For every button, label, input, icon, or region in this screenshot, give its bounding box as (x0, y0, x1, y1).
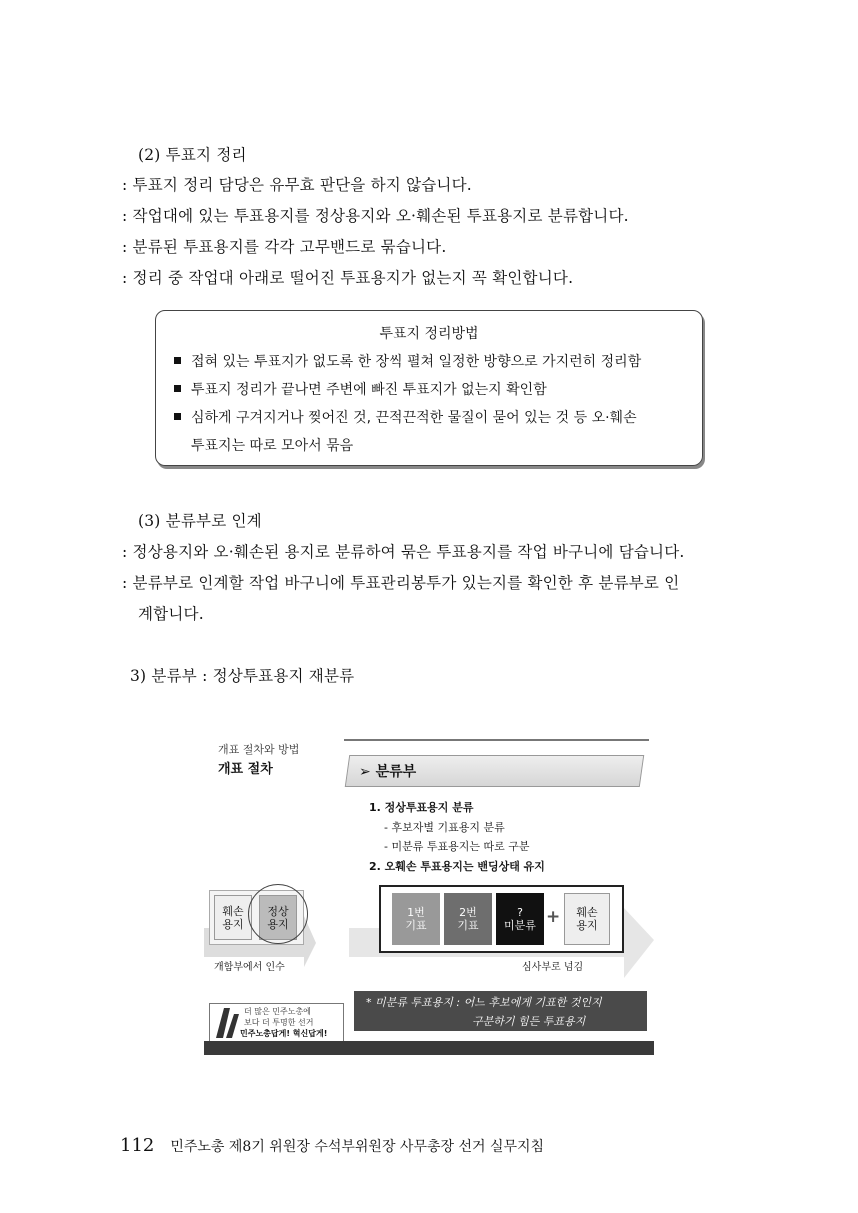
slide-top-bold: 개표 절차 (218, 762, 273, 777)
plus-sign: + (546, 907, 561, 927)
ticket-candidate-1: 1번 기표 (392, 893, 440, 945)
section-heading: (2) 투표지 정리 (138, 146, 247, 164)
body-line: : 분류부로 인계할 작업 바구니에 투표관리봉투가 있는지를 확인한 후 분류부로 인 (122, 574, 680, 592)
banner-title: ➢ 분류부 (359, 764, 417, 780)
bullet-square-icon (174, 357, 181, 364)
step-two: 2. 오훼손 투표용지는 밴딩상태 유지 (369, 860, 545, 873)
highlight-circle (248, 884, 308, 944)
footer-text: 민주노총 제8기 위원장 수석부위원장 사무총장 선거 실무지침 (170, 1139, 545, 1155)
bullet-square-icon (174, 413, 181, 420)
body-line: : 정상용지와 오·훼손된 용지로 분류하여 묶은 투표용지를 작업 바구니에 담습니다. (122, 543, 685, 561)
body-line: : 투표지 정리 담당은 유무효 판단을 하지 않습니다. (122, 176, 472, 194)
tip-box-title: 투표지 정리방법 (379, 326, 479, 342)
page-footer (120, 1135, 544, 1156)
tip-item-text: 심하게 구겨지거나 찢어진 것, 끈적끈적한 물질이 묻어 있는 것 등 오·훼손 (191, 410, 637, 426)
left-caption: 개함부에서 인수 (214, 962, 285, 973)
tip-item-text: 투표지 정리가 끝나면 주변에 빠진 투표지가 없는지 확인함 (191, 382, 547, 398)
tip-item (174, 351, 641, 371)
right-caption: 심사부로 넘김 (522, 962, 584, 973)
logo-text: 민주노총답게! 혁신답게! (240, 1029, 328, 1038)
step-one: 1. 정상투표용지 분류 (369, 801, 474, 814)
ticket-unclassified: ? 미분류 (496, 893, 544, 945)
bullet-square-icon (174, 385, 181, 392)
tip-item (174, 407, 637, 427)
slide-top-small: 개표 절차와 방법 (218, 743, 300, 756)
step-one-sub: - 후보자별 기표용지 분류 (384, 821, 505, 834)
process-slide (204, 735, 654, 1055)
section-title: 3) 분류부 : 정상투표용지 재분류 (130, 667, 355, 685)
body-line-continuation: 계합니다. (138, 605, 204, 623)
tip-item-text: 접혀 있는 투표지가 없도록 한 장씩 펼쳐 일정한 방향으로 가지런히 정리함 (191, 354, 642, 370)
page-number: 112 (120, 1135, 155, 1156)
ticket-candidate-2: 2번 기표 (444, 893, 492, 945)
note-line: 구분하기 힘든 투표용지 (472, 1015, 586, 1028)
logo-text: 보다 더 투명한 선거 (244, 1018, 314, 1027)
body-line: : 작업대에 있는 투표용지를 정상용지와 오·훼손된 투표용지로 분류합니다. (122, 207, 629, 225)
section-heading: (3) 분류부로 인계 (138, 512, 262, 530)
damaged-paper-card-right: 훼손 용지 (564, 893, 610, 945)
normal-paper-card: 정상 용지 (259, 895, 297, 940)
damaged-paper-card: 훼손 용지 (214, 895, 252, 940)
union-emblem-icon (214, 1006, 240, 1040)
top-rule (344, 739, 649, 741)
logo-text: 더 많은 민주노총에 (244, 1007, 311, 1016)
bottom-bar (204, 1041, 654, 1055)
tip-item-continuation: 투표지는 따로 모아서 묶음 (191, 438, 354, 454)
body-line: : 정리 중 작업대 아래로 떨어진 투표용지가 없는지 꼭 확인합니다. (122, 269, 574, 287)
note-line: * 미분류 투표용지 : 어느 후보에게 기표한 것인지 (366, 996, 602, 1009)
step-one-sub: - 미분류 투표용지는 따로 구분 (384, 840, 530, 853)
body-line: : 분류된 투표용지를 각각 고무밴드로 묶습니다. (122, 238, 447, 256)
tip-item (174, 379, 547, 399)
tip-box (155, 310, 703, 466)
